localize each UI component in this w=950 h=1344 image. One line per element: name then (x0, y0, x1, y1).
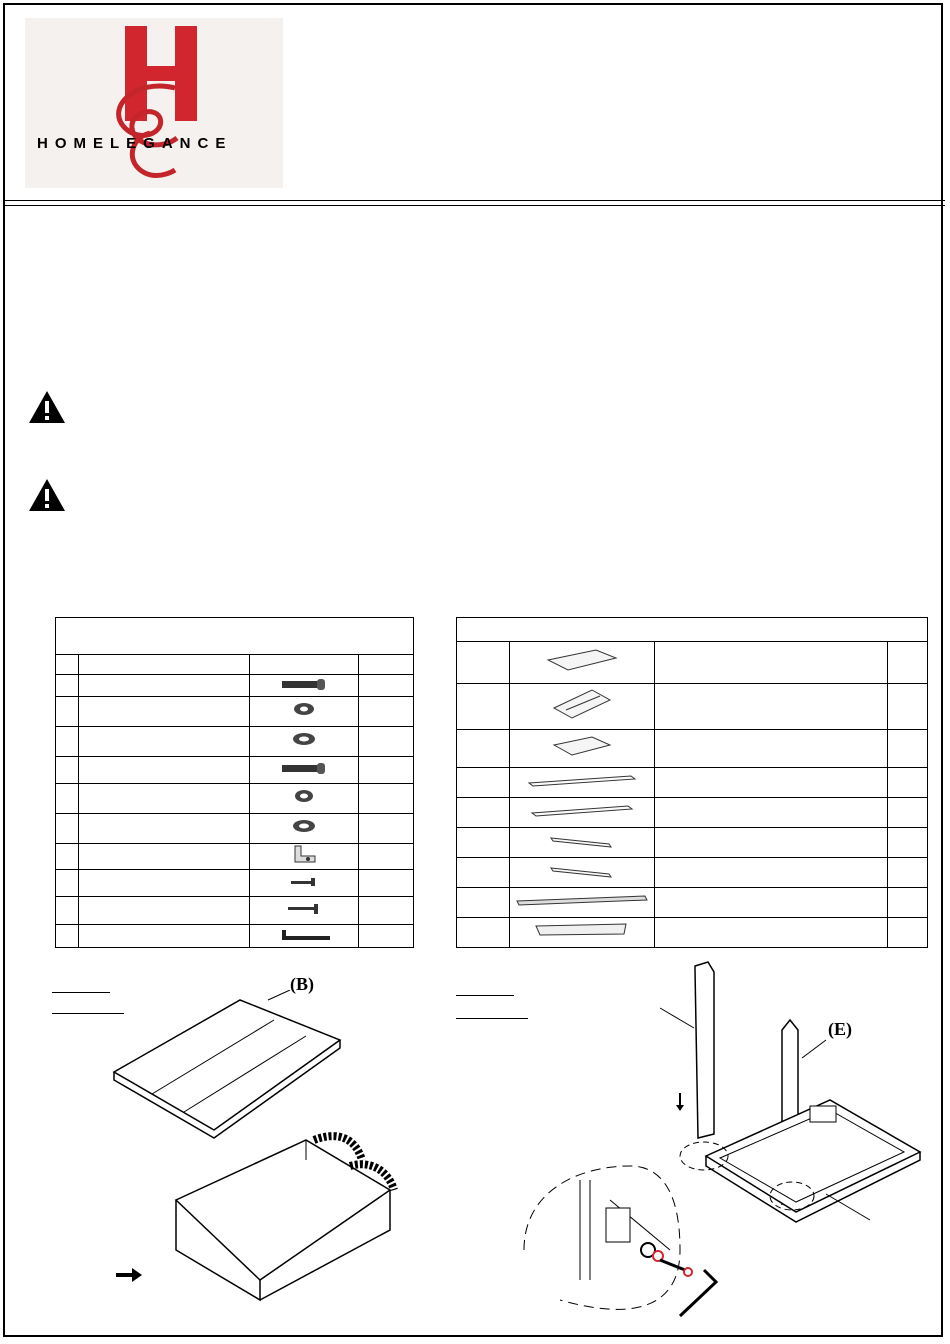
warning-triangle-icon (28, 478, 66, 512)
table-row (56, 757, 414, 784)
hardware-table-header-row (56, 655, 414, 675)
parts-table (456, 617, 928, 948)
table-row (56, 727, 414, 757)
arrow-down-icon (676, 1093, 684, 1111)
folding-panel-icon (552, 688, 612, 720)
table-row (457, 798, 928, 828)
table-row (56, 870, 414, 897)
brand-wordmark: HOMELEGANCE (37, 135, 233, 152)
wood-screw-icon (284, 903, 324, 915)
rail-icon (530, 803, 634, 817)
warning-triangle-icon (28, 390, 66, 424)
step2-illustration (520, 960, 930, 1330)
table-row (457, 918, 928, 948)
table-row (457, 888, 928, 918)
table-row (56, 844, 414, 870)
step2-subheading-underline (456, 1018, 528, 1019)
washer-icon (291, 819, 317, 833)
hardware-table-caption-row (56, 618, 414, 655)
allen-key-icon (274, 927, 334, 941)
brand-logo (25, 18, 283, 188)
short-rail-icon (549, 862, 615, 878)
lock-washer-icon (292, 789, 316, 803)
bolt-icon (281, 762, 327, 774)
washer-icon (292, 702, 316, 716)
table-row (457, 858, 928, 888)
step2-part-callout: (E) (828, 1019, 852, 1039)
table-row (56, 697, 414, 727)
long-rail-icon (515, 893, 649, 907)
table-row (56, 814, 414, 844)
table-row (457, 828, 928, 858)
header-divider-inner (5, 205, 945, 206)
hardware-table (55, 617, 414, 948)
table-row (56, 925, 414, 948)
step1-illustration (100, 990, 420, 1310)
step2-heading-underline (456, 995, 514, 996)
short-rail-icon (549, 832, 615, 848)
bolt-icon (281, 678, 327, 690)
bracket-icon (289, 844, 319, 864)
step1-part-callout: (B) (290, 974, 314, 994)
parts-table-caption-row (457, 618, 928, 642)
table-row (56, 784, 414, 814)
screw-icon (289, 877, 319, 887)
table-row (457, 684, 928, 730)
shelf-panel-icon (552, 735, 612, 757)
header-divider (5, 200, 945, 201)
top-panel-icon (544, 648, 620, 672)
washer-icon (291, 732, 317, 746)
arrow-right-icon (116, 1268, 142, 1282)
table-row (457, 768, 928, 798)
table-row (457, 730, 928, 768)
table-row (56, 675, 414, 697)
apron-icon (534, 922, 630, 938)
table-row (457, 642, 928, 684)
monogram-logo-icon (25, 18, 283, 188)
rail-icon (527, 773, 637, 787)
table-row (56, 897, 414, 925)
